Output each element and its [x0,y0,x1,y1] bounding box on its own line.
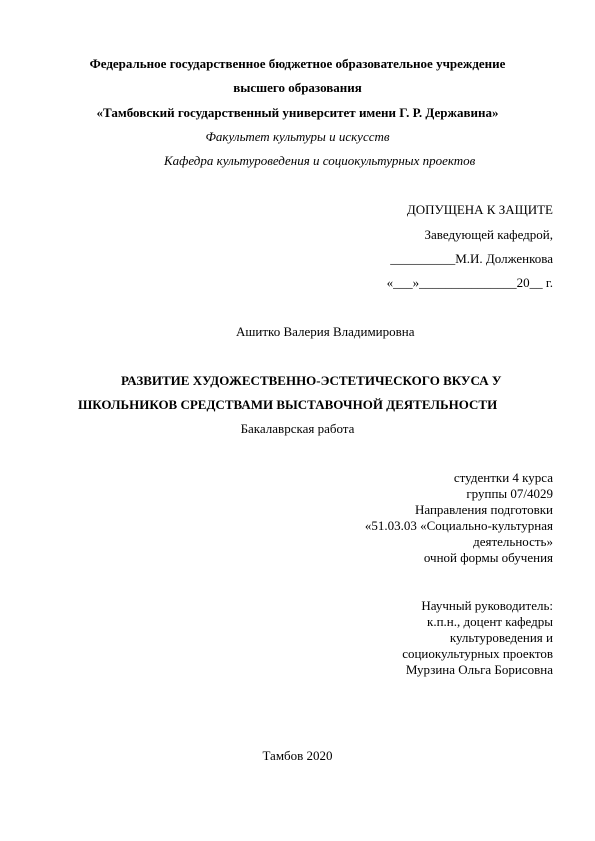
study-direction-name: деятельность» [473,534,553,549]
thesis-title-line-2: ШКОЛЬНИКОВ СРЕДСТВАМИ ВЫСТАВОЧНОЙ ДЕЯТЕЛЬНОСТИ [78,397,498,412]
institution-line-1: Федеральное государственное бюджетное образовательное учреждение [89,56,506,71]
thesis-type: Бакалаврская работа [240,421,355,436]
supervisor-label: Научный руководитель: [421,598,553,613]
faculty-name: Факультет культуры и искусств [205,129,390,144]
approval-role: Заведующей кафедрой, [424,227,553,242]
city-year: Тамбов 2020 [262,748,333,763]
study-form: очной формы обучения [423,550,553,565]
department-name: Кафедра культуроведения и социокультурных проектов [164,153,476,168]
student-group: группы 07/4029 [466,486,553,501]
supervisor-name: Мурзина Ольга Борисовна [405,662,553,677]
study-direction-label: Направления подготовки [414,502,553,517]
thesis-title-line-1: РАЗВИТИЕ ХУДОЖЕСТВЕННО-ЭСТЕТИЧЕСКОГО ВКУСА У [121,373,502,388]
author-name: Ашитко Валерия Владимировна [236,324,415,339]
supervisor-department-2: социокультурных проектов [402,646,553,661]
supervisor-department-1: культуроведения и [449,630,553,645]
university-name: «Тамбовский государственный университет имени Г. Р. Державина» [96,105,499,120]
approval-date: «___»_______________20__ г. [386,275,553,290]
institution-line-2: высшего образования [233,80,362,95]
student-course: студентки 4 курса [453,470,553,485]
approval-signature: __________М.И. Долженкова [390,251,553,266]
approval-title: ДОПУЩЕНА К ЗАЩИТЕ [406,202,553,217]
study-direction-code: «51.03.03 «Социально-культурная [364,518,553,533]
supervisor-degree: к.п.н., доцент кафедры [427,614,553,629]
